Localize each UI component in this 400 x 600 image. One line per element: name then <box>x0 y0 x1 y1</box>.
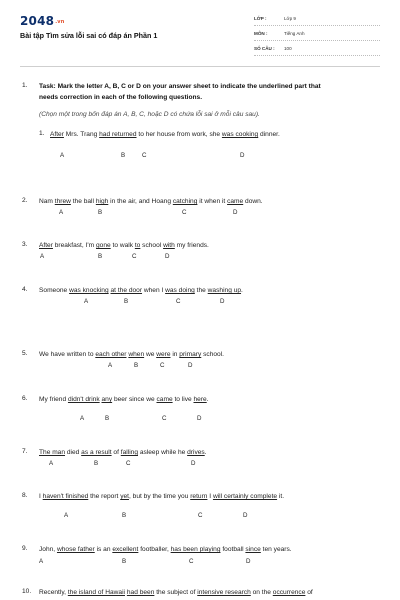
meta-value: 100 <box>284 46 292 51</box>
sentence-text: the report <box>88 493 121 500</box>
answer-option-c[interactable]: C <box>132 253 137 260</box>
question-sentence <box>39 286 243 295</box>
sentence-text: the subject of <box>154 589 198 596</box>
sentence-text: to walk <box>110 242 135 249</box>
sentence-text: of <box>305 589 313 596</box>
sentence-text: I <box>207 493 213 500</box>
answer-option-a[interactable]: A <box>49 460 54 467</box>
answer-option-c[interactable]: C <box>189 558 194 565</box>
answer-option-b[interactable]: B <box>122 512 127 519</box>
underlined-part: excellent <box>112 546 139 553</box>
answer-option-b[interactable]: B <box>98 209 103 216</box>
underlined-part: was doing <box>165 287 195 294</box>
question-sentence <box>39 395 209 404</box>
sentence-text: . <box>204 449 207 456</box>
underlined-part: with <box>163 242 175 249</box>
underlined-part: primary <box>179 351 202 358</box>
answer-option-d[interactable]: D <box>240 152 245 159</box>
sentence-text: My friend <box>39 396 68 403</box>
question-sentence <box>39 588 313 597</box>
sentence-text: we <box>144 351 157 358</box>
meta-label: MÔN : <box>254 31 268 36</box>
sentence-text: to live <box>172 396 194 403</box>
question-number: 6. <box>22 395 28 402</box>
underlined-part: yet <box>120 493 129 500</box>
question-number: 5. <box>22 350 28 357</box>
answer-option-b[interactable]: B <box>98 253 103 260</box>
answer-option-c[interactable]: C <box>162 415 167 422</box>
underlined-part: catching <box>172 198 198 205</box>
underlined-part: drives <box>187 449 205 456</box>
sentence-text: . <box>241 287 243 294</box>
sentence-text: We have written to <box>39 351 96 358</box>
answer-option-a[interactable]: A <box>84 298 89 305</box>
question-number: 7. <box>22 448 28 455</box>
answer-option-c[interactable]: C <box>176 298 181 305</box>
sentence-text: football <box>220 546 246 553</box>
question-sentence <box>39 545 292 554</box>
underlined-part: After <box>50 131 64 138</box>
underlined-part: any <box>101 396 113 403</box>
answer-option-d[interactable]: D <box>165 253 170 260</box>
sentence-text: of <box>111 449 121 456</box>
question-sentence <box>39 197 263 206</box>
sentence-text: I <box>39 493 43 500</box>
underlined-part: the island of Hawaii <box>67 589 126 596</box>
answer-option-d[interactable]: D <box>188 362 193 369</box>
underlined-part: washing up <box>207 287 242 294</box>
underlined-part: had been <box>126 589 155 596</box>
sentence-text: on the <box>250 589 273 596</box>
question-number: 8. <box>22 492 28 499</box>
underlined-part: return <box>190 493 208 500</box>
task-instruction-line2: needs correction in each of the following questions. <box>39 94 203 101</box>
question-number: 2. <box>22 197 28 204</box>
answer-option-b[interactable]: B <box>121 152 126 159</box>
question-number: 1. <box>39 130 45 137</box>
underlined-part: The man <box>39 449 66 456</box>
underlined-part: falling <box>120 449 138 456</box>
task-instruction-line1: Task: Mark the letter A, B, C or D on your answer sheet to indicate the underlined part that <box>39 83 321 90</box>
underlined-part: occurrence <box>272 589 306 596</box>
sentence-text: breakfast, I'm <box>52 242 96 249</box>
sentence-text: is an <box>94 546 113 553</box>
meta-subject-row <box>254 29 380 41</box>
underlined-part: was knocking <box>69 287 109 294</box>
sentence-text: John, <box>39 546 57 553</box>
answer-option-a[interactable]: A <box>108 362 113 369</box>
sentence-text: to her house from work, she <box>136 131 222 138</box>
task-number: 1. <box>22 82 28 89</box>
answer-option-a[interactable]: A <box>39 558 44 565</box>
meta-value: Tiếng Anh <box>284 31 305 36</box>
site-logo[interactable] <box>20 14 65 28</box>
underlined-part: After <box>39 242 53 249</box>
meta-value: Lớp 9 <box>284 16 296 21</box>
sentence-text: the <box>194 287 208 294</box>
meta-label: LỚP : <box>254 16 267 21</box>
meta-class-row <box>254 14 380 26</box>
underlined-part: was cooking <box>221 131 259 138</box>
answer-option-b[interactable]: B <box>94 460 99 467</box>
answer-option-b[interactable]: B <box>124 298 129 305</box>
sentence-text: died <box>65 449 82 456</box>
underlined-part: had returned <box>99 131 137 138</box>
underlined-part: as a result <box>81 449 112 456</box>
sentence-text: , but by the time you <box>128 493 191 500</box>
question-number: 10. <box>22 588 32 595</box>
task-instruction-vietnamese: (Chọn một trong bốn đáp án A, B, C, hoặc D có chứa lỗi sai ở mỗi câu sau). <box>39 111 260 118</box>
question-number: 4. <box>22 286 28 293</box>
answer-option-a[interactable]: A <box>60 152 65 159</box>
underlined-part: has been playing <box>170 546 221 553</box>
question-sentence <box>39 492 284 501</box>
sentence-text: it when it <box>197 198 228 205</box>
underlined-part: threw <box>54 198 71 205</box>
sentence-text: in <box>170 351 180 358</box>
logo-tld: .vn <box>55 18 65 25</box>
sentence-text: in the air, and Hoang <box>108 198 173 205</box>
sentence-text: Recently, <box>39 589 68 596</box>
underlined-part: high <box>95 198 109 205</box>
sentence-text: ten years. <box>260 546 292 553</box>
answer-option-d[interactable]: D <box>246 558 251 565</box>
answer-option-d[interactable]: D <box>191 460 196 467</box>
document-title: Bài tập Tìm sửa lỗi sai có đáp án Phần 1 <box>20 31 158 40</box>
answer-option-d[interactable]: D <box>197 415 202 422</box>
question-sentence <box>50 130 280 139</box>
sentence-text: . <box>206 396 209 403</box>
underlined-part: haven't finished <box>42 493 89 500</box>
sentence-text: school <box>140 242 164 249</box>
meta-count-row <box>254 44 380 56</box>
answer-option-a[interactable]: A <box>40 253 45 260</box>
sentence-text: beer since we <box>112 396 157 403</box>
logo-text: 2048 <box>20 14 55 28</box>
answer-option-c[interactable]: C <box>126 460 131 467</box>
answer-option-c[interactable]: C <box>160 362 165 369</box>
question-sentence <box>39 448 207 457</box>
answer-option-d[interactable]: D <box>233 209 238 216</box>
underlined-part: at the door <box>110 287 143 294</box>
answer-option-c[interactable]: C <box>142 152 147 159</box>
sentence-text: the ball <box>70 198 96 205</box>
underlined-part: came <box>227 198 244 205</box>
answer-option-d[interactable]: D <box>243 512 248 519</box>
underlined-part: here <box>193 396 207 403</box>
underlined-part: gone <box>95 242 111 249</box>
underlined-part: whose father <box>56 546 95 553</box>
answer-option-a[interactable]: A <box>64 512 69 519</box>
underlined-part: since <box>245 546 261 553</box>
sentence-text: footballer, <box>138 546 171 553</box>
underlined-part: didn't drink <box>67 396 100 403</box>
sentence-text: Someone <box>39 287 70 294</box>
underlined-part: intensive research <box>197 589 251 596</box>
question-number: 3. <box>22 241 28 248</box>
answer-option-a[interactable]: A <box>59 209 64 216</box>
answer-option-c[interactable]: C <box>198 512 203 519</box>
sentence-text: down. <box>243 198 263 205</box>
sentence-text: when I <box>142 287 166 294</box>
sentence-text: Mrs. Trang <box>63 131 100 138</box>
answer-option-b[interactable]: B <box>134 362 139 369</box>
sentence-text: asleep while he <box>138 449 188 456</box>
underlined-part: each other <box>95 351 127 358</box>
underlined-part: will certainly complete <box>212 493 278 500</box>
question-sentence <box>39 241 209 250</box>
answer-option-b[interactable]: B <box>105 415 110 422</box>
underlined-part: to <box>134 242 141 249</box>
sentence-text: it. <box>277 493 285 500</box>
sentence-text: dinner. <box>258 131 280 138</box>
answer-option-d[interactable]: D <box>220 298 225 305</box>
question-number: 9. <box>22 545 28 552</box>
underlined-part: came <box>156 396 173 403</box>
meta-label: SỐ CÂU : <box>254 46 275 51</box>
document-header <box>0 0 400 66</box>
header-divider <box>20 66 380 67</box>
question-sentence <box>39 350 224 359</box>
sentence-text: Nam <box>39 198 55 205</box>
underlined-part: were <box>156 351 171 358</box>
sentence-text: my friends. <box>174 242 209 249</box>
answer-option-a[interactable]: A <box>80 415 85 422</box>
underlined-part: when <box>128 351 145 358</box>
sentence-text: school. <box>201 351 225 358</box>
answer-option-b[interactable]: B <box>122 558 127 565</box>
answer-option-c[interactable]: C <box>182 209 187 216</box>
